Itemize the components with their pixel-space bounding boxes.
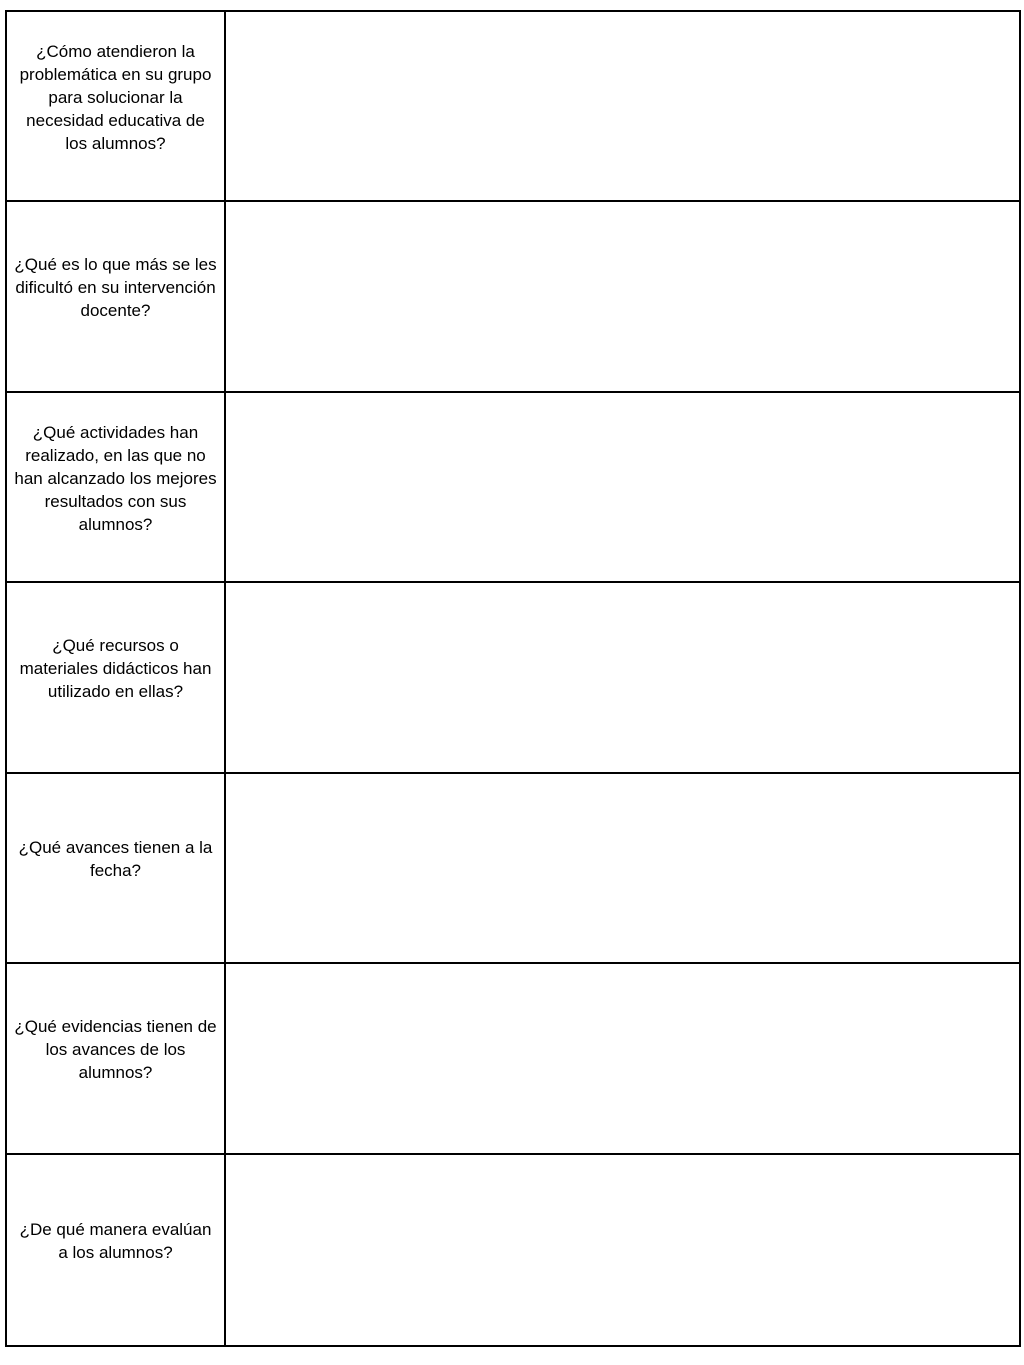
- question-cell: [7, 774, 226, 964]
- answer-cell[interactable]: [226, 202, 1019, 392]
- question-text: ¿De qué manera evalúan a los alumnos?: [19, 1219, 212, 1262]
- questionnaire-table: [5, 10, 1021, 1347]
- answer-cell[interactable]: [226, 964, 1019, 1154]
- question-text: ¿Qué actividades han realizado, en las que no han alcanzado los mejores resultados con sus alumnos?: [14, 422, 217, 534]
- question-text: ¿Qué recursos o materiales didácticos han utilizado en ellas?: [19, 635, 212, 701]
- answer-cell[interactable]: [226, 1155, 1019, 1345]
- question-cell: [7, 12, 226, 202]
- answer-cell[interactable]: [226, 774, 1019, 964]
- question-text: ¿Qué avances tienen a la fecha?: [18, 837, 213, 880]
- answer-cell[interactable]: [226, 583, 1019, 773]
- question-cell: [7, 583, 226, 773]
- question-text: ¿Cómo atendieron la problemática en su grupo para solucionar la necesidad educativa de los alumnos?: [19, 41, 212, 153]
- answer-cell[interactable]: [226, 393, 1019, 583]
- answer-cell[interactable]: [226, 12, 1019, 202]
- question-text: ¿Qué evidencias tienen de los avances de los alumnos?: [14, 1016, 217, 1082]
- question-cell: [7, 964, 226, 1154]
- question-cell: [7, 202, 226, 392]
- question-cell: [7, 393, 226, 583]
- question-cell: [7, 1155, 226, 1345]
- question-text: ¿Qué es lo que más se les dificultó en su intervención docente?: [14, 255, 217, 321]
